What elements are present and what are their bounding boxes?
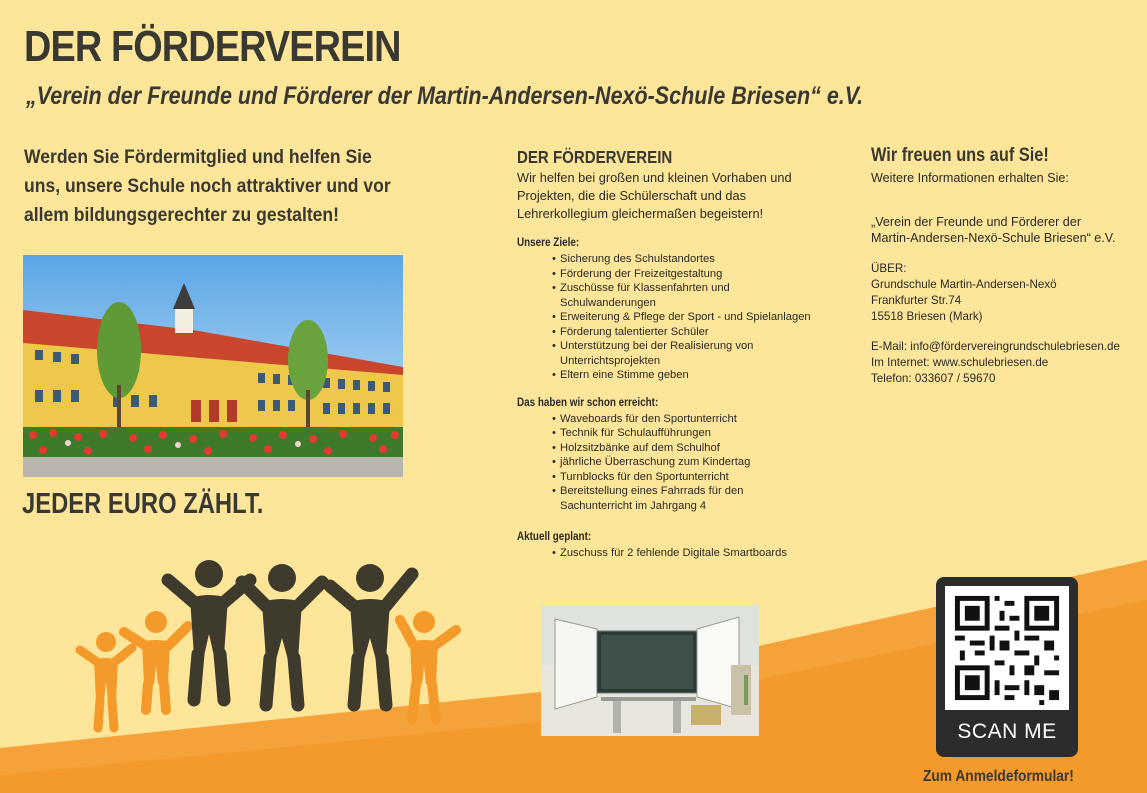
info-line: Weitere Informationen erhalten Sie: <box>871 171 1069 185</box>
smartboard-photo <box>541 605 759 736</box>
email-text: E-Mail: info@fördervereingrundschulebriesen.de <box>871 340 1120 353</box>
achieved-list <box>517 412 817 514</box>
list-item: • Förderung der Freizeitgestaltung <box>552 267 817 282</box>
people-cheering-graphic <box>72 560 467 735</box>
address-line: Grundschule Martin-Andersen-Nexö <box>871 278 1057 291</box>
list-item: • Sicherung des Schulstandortes <box>552 252 817 267</box>
list-item: • Förderung talentierter Schüler <box>552 325 817 340</box>
org-name-line2: Martin-Andersen-Nexö-Schule Briesen“ e.V. <box>871 231 1116 245</box>
achieved-heading: Das haben wir schon erreicht: <box>517 396 659 409</box>
qr-code-card[interactable] <box>936 577 1078 757</box>
list-item: • Holzsitzbänke auf dem Schulhof <box>552 441 817 456</box>
list-item: • Bereitstellung eines Fahrrads für den Sachunterricht im Jahrgang 4 <box>552 484 817 513</box>
slogan: JEDER EURO ZÄHLT. <box>22 488 264 520</box>
list-item: • Erweiterung & Pflege der Sport - und Spielanlagen <box>552 310 817 325</box>
address-line: 15518 Briesen (Mark) <box>871 310 983 323</box>
contact-title: Wir freuen uns auf Sie! <box>871 145 1049 166</box>
list-item: • Zuschüsse für Klassenfahrten und Schulwanderungen <box>552 281 817 310</box>
qr-code-icon <box>945 586 1069 710</box>
goals-list <box>517 252 817 383</box>
section-title-verein: DER FÖRDERVEREIN <box>517 147 673 167</box>
list-item: • Unterstützung bei der Realisierung von Unterrichtsprojekten <box>552 339 817 368</box>
list-item: • Turnblocks für den Sportunterricht <box>552 470 817 485</box>
org-name-line1: „Verein der Freunde und Förderer der <box>871 215 1082 229</box>
school-building-photo <box>23 255 403 477</box>
via-label: ÜBER: <box>871 262 907 275</box>
page-subtitle: „Verein der Freunde und Förderer der Martin-Andersen-Nexö-Schule Briesen“ e.V. <box>26 82 864 110</box>
planned-list <box>517 546 817 561</box>
website-text: Im Internet: www.schulebriesen.de <box>871 356 1049 369</box>
list-item: • Zuschuss für 2 fehlende Digitale Smartboards <box>552 546 817 561</box>
list-item: • Technik für Schulaufführungen <box>552 426 817 441</box>
verein-intro-text: Wir helfen bei großen und kleinen Vorhaben und Projekten, die die Schülerschaft und das Lehrerkollegium gleichermaßen begeistern! <box>517 170 792 221</box>
planned-heading: Aktuell geplant: <box>517 531 592 543</box>
list-item: • Waveboards für den Sportunterricht <box>552 412 817 427</box>
middle-column <box>517 147 817 561</box>
list-item: • jährliche Überraschung zum Kindertag <box>552 455 817 470</box>
membership-headline: Werden Sie Fördermitglied und helfen Sie uns, unsere Schule noch attraktiver und vor allem bildungsgerechter zu gestalten! <box>24 146 391 226</box>
qr-code[interactable] <box>945 586 1069 710</box>
scan-me-label: SCAN ME <box>957 720 1057 743</box>
registration-form-link[interactable]: Zum Anmeldeformular! <box>923 768 1074 785</box>
right-column <box>871 145 1141 387</box>
list-item: • Eltern eine Stimme geben <box>552 368 817 383</box>
phone-text: Telefon: 033607 / 59670 <box>871 372 996 385</box>
goals-heading: Unsere Ziele: <box>517 237 580 249</box>
address-line: Frankfurter Str.74 <box>871 294 962 307</box>
page-title: DER FÖRDERVEREIN <box>24 22 401 71</box>
